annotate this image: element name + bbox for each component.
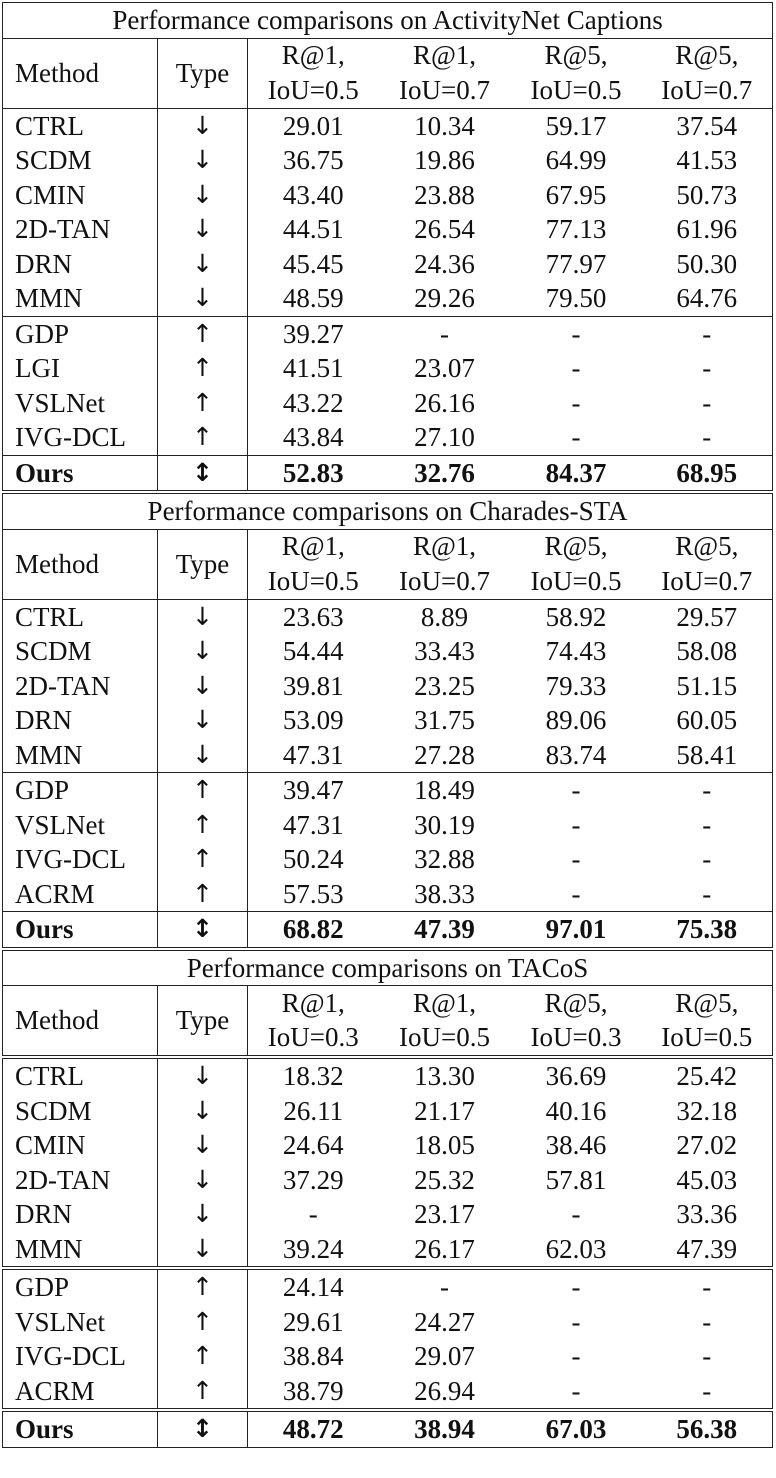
value-cell: 24.27 (414, 1306, 475, 1337)
value-cell: 44.51 (282, 214, 344, 244)
value-cell: 18.05 (414, 1130, 475, 1160)
value-cell: 77.97 (545, 248, 607, 279)
method-cell: 2D-TAN (3, 1163, 158, 1198)
table-row (3, 1374, 773, 1411)
value-cell: 23.07 (414, 353, 475, 383)
method-cell: IVG-DCL (3, 1339, 158, 1374)
value-cell: 18.32 (248, 1057, 379, 1094)
header-metric-line2: IoU=0.5 (511, 73, 642, 108)
method-cell: Ours (3, 455, 158, 492)
table-row (3, 1128, 773, 1163)
value-cell: 23.25 (414, 670, 475, 701)
method-cell: MMN (3, 738, 158, 773)
value-cell: - (571, 1375, 581, 1406)
value-cell: 26.17 (414, 1233, 475, 1264)
table-row (3, 669, 773, 704)
value-cell: - (511, 1268, 642, 1305)
value-cell: 89.06 (545, 705, 607, 735)
value-cell: - (642, 877, 773, 912)
value-cell: 40.16 (545, 1095, 607, 1126)
method-cell: MMN (3, 1232, 158, 1269)
value-cell: 38.84 (282, 1341, 344, 1371)
arrow-up-icon: ↑ (158, 1374, 248, 1411)
value-cell: 13.30 (379, 1057, 511, 1094)
header-type: Type (158, 38, 248, 108)
arrow-down-icon: ↓ (158, 1197, 248, 1232)
table-row (3, 877, 773, 912)
arrow-up-icon: ↑ (158, 351, 248, 386)
value-cell: 25.42 (642, 1057, 773, 1094)
section-caption-row (3, 3, 773, 39)
value-cell: 36.69 (511, 1057, 642, 1094)
header-metric-line1: R@1, (379, 38, 511, 73)
value-cell: 41.51 (282, 353, 344, 383)
method-cell: 2D-TAN (3, 212, 158, 247)
value-cell: 38.79 (282, 1375, 344, 1406)
ours-row (3, 1410, 773, 1447)
value-cell: 26.11 (283, 1095, 344, 1126)
header-metric-line1: R@5, (511, 986, 642, 1021)
header-metric-line2: IoU=0.5 (511, 564, 642, 599)
arrow-down-icon: ↓ (158, 1128, 248, 1163)
value-cell: 27.28 (414, 739, 475, 770)
value-cell: - (571, 844, 581, 874)
table-row (3, 703, 773, 738)
method-cell: CTRL (3, 599, 158, 634)
value-cell: - (379, 316, 511, 351)
value-cell: - (642, 773, 773, 808)
value-cell: 43.84 (282, 422, 344, 452)
value-cell: 33.43 (414, 636, 475, 666)
section-caption-row (3, 492, 773, 529)
value-cell: 21.17 (414, 1095, 475, 1126)
header-method: Method (3, 529, 158, 599)
value-cell: 39.81 (282, 670, 344, 701)
method-cell: VSLNet (3, 808, 158, 843)
value-cell: 57.53 (282, 878, 344, 909)
table-row (3, 351, 773, 386)
value-cell: - (308, 1199, 318, 1229)
arrow-up-icon: ↑ (158, 808, 248, 843)
table-row (3, 1163, 773, 1198)
value-cell: 32.88 (414, 844, 475, 874)
arrow-down-icon: ↓ (158, 703, 248, 738)
value-cell: 29.26 (414, 283, 475, 313)
value-cell: 48.59 (282, 283, 344, 313)
value-cell: - (642, 386, 773, 421)
value-cell: 39.47 (248, 773, 379, 808)
value-cell: 27.10 (414, 422, 475, 452)
value-cell: - (642, 1374, 773, 1411)
value-cell: 57.81 (545, 1164, 607, 1195)
header-row (3, 529, 773, 564)
value-cell: 38.46 (545, 1130, 607, 1160)
value-cell: 68.82 (248, 912, 379, 949)
header-method: Method (3, 38, 158, 108)
header-metric-line1: R@5, (642, 38, 773, 73)
value-cell: 54.44 (282, 636, 344, 666)
header-row (3, 38, 773, 73)
value-cell: 60.05 (642, 703, 773, 738)
value-cell: 27.02 (642, 1128, 773, 1163)
table-row (3, 1057, 773, 1094)
value-cell: 24.14 (248, 1268, 379, 1305)
value-cell: 23.17 (414, 1199, 475, 1229)
method-cell: LGI (3, 351, 158, 386)
method-cell: CMIN (3, 178, 158, 213)
value-cell: 48.72 (248, 1410, 379, 1447)
value-cell: 23.88 (414, 179, 475, 210)
value-cell: 31.75 (414, 705, 475, 735)
value-cell: 36.75 (282, 145, 344, 175)
value-cell: 19.86 (414, 145, 475, 175)
table-row (3, 108, 773, 143)
table-row (3, 808, 773, 843)
value-cell: 24.36 (414, 248, 475, 279)
value-cell: 33.36 (642, 1197, 773, 1232)
arrow-down-icon: ↓ (158, 247, 248, 282)
header-metric-line2: IoU=0.5 (642, 1021, 773, 1058)
method-cell: DRN (3, 703, 158, 738)
method-cell: IVG-DCL (3, 420, 158, 455)
arrow-up-icon: ↑ (158, 877, 248, 912)
value-cell: 41.53 (642, 143, 773, 178)
value-cell: 75.38 (642, 912, 773, 949)
arrow-up-icon: ↑ (158, 773, 248, 808)
header-row (3, 986, 773, 1021)
table-row (3, 1094, 773, 1129)
performance-table (2, 2, 773, 1448)
table-row (3, 634, 773, 669)
header-metric-line2: IoU=0.3 (511, 1021, 642, 1058)
value-cell: 68.95 (642, 455, 773, 492)
header-metric-line2: IoU=0.7 (379, 564, 511, 599)
table-row (3, 247, 773, 282)
arrow-up-icon: ↑ (158, 1268, 248, 1305)
section-caption: Performance comparisons on Charades-STA (3, 492, 773, 529)
value-cell: 45.03 (642, 1163, 773, 1198)
table-row (3, 1197, 773, 1232)
header-metric-line1: R@1, (248, 38, 379, 73)
method-cell: GDP (3, 316, 158, 351)
value-cell: 79.33 (545, 670, 607, 701)
value-cell: 50.30 (642, 247, 773, 282)
ours-row (3, 455, 773, 492)
header-metric-line1: R@1, (248, 529, 379, 564)
value-cell: 52.83 (248, 455, 379, 492)
header-metric-line1: R@1, (379, 986, 511, 1021)
arrow-down-icon: ↓ (158, 1057, 248, 1094)
value-cell: 37.54 (642, 108, 773, 143)
method-cell: ACRM (3, 1374, 158, 1411)
arrow-down-icon: ↓ (158, 108, 248, 143)
value-cell: 39.24 (282, 1233, 344, 1264)
value-cell: 32.18 (642, 1094, 773, 1129)
value-cell: 32.76 (379, 455, 511, 492)
arrow-down-icon: ↓ (158, 1232, 248, 1269)
value-cell: - (511, 316, 642, 351)
method-cell: GDP (3, 773, 158, 808)
section-caption: Performance comparisons on TACoS (3, 949, 773, 986)
value-cell: 23.63 (248, 599, 379, 634)
header-metric-line2: IoU=0.7 (642, 73, 773, 108)
arrow-updown-icon: ↕ (158, 455, 248, 492)
table-row (3, 1305, 773, 1340)
table-row (3, 599, 773, 634)
table-row (3, 1232, 773, 1269)
method-cell: DRN (3, 247, 158, 282)
value-cell: 47.39 (379, 912, 511, 949)
value-cell: 64.99 (545, 145, 607, 175)
value-cell: 58.92 (511, 599, 642, 634)
table-row (3, 773, 773, 808)
ours-row (3, 912, 773, 949)
arrow-up-icon: ↑ (158, 386, 248, 421)
method-cell: SCDM (3, 143, 158, 178)
table-row (3, 143, 773, 178)
table-row (3, 738, 773, 773)
value-cell: 38.33 (414, 878, 475, 909)
value-cell: - (642, 808, 773, 843)
method-cell: VSLNet (3, 1305, 158, 1340)
method-cell: SCDM (3, 634, 158, 669)
value-cell: 45.45 (282, 248, 344, 279)
value-cell: 18.49 (379, 773, 511, 808)
value-cell: 47.39 (642, 1232, 773, 1269)
arrow-up-icon: ↑ (158, 842, 248, 877)
method-cell: IVG-DCL (3, 842, 158, 877)
method-cell: CMIN (3, 1128, 158, 1163)
value-cell: 53.09 (282, 705, 344, 735)
arrow-down-icon: ↓ (158, 281, 248, 316)
value-cell: 29.61 (282, 1306, 344, 1337)
value-cell: 62.03 (545, 1233, 607, 1264)
value-cell: - (571, 353, 581, 383)
value-cell: - (571, 878, 581, 909)
value-cell: 77.13 (545, 214, 607, 244)
arrow-up-icon: ↑ (158, 316, 248, 351)
arrow-down-icon: ↓ (158, 738, 248, 773)
value-cell: - (571, 1306, 581, 1337)
value-cell: 67.95 (545, 179, 607, 210)
value-cell: 67.03 (511, 1410, 642, 1447)
value-cell: 74.43 (545, 636, 607, 666)
arrow-down-icon: ↓ (158, 178, 248, 213)
header-metric-line1: R@1, (248, 986, 379, 1021)
method-cell: MMN (3, 281, 158, 316)
table-row (3, 1268, 773, 1305)
header-type: Type (158, 529, 248, 599)
arrow-down-icon: ↓ (158, 634, 248, 669)
value-cell: - (379, 1268, 511, 1305)
header-method: Method (3, 986, 158, 1058)
value-cell: 58.08 (642, 634, 773, 669)
header-metric-line2: IoU=0.5 (248, 73, 379, 108)
value-cell: - (642, 1268, 773, 1305)
arrow-up-icon: ↑ (158, 420, 248, 455)
method-cell: CTRL (3, 108, 158, 143)
arrow-down-icon: ↓ (158, 143, 248, 178)
method-cell: Ours (3, 912, 158, 949)
arrow-down-icon: ↓ (158, 212, 248, 247)
header-metric-line2: IoU=0.3 (248, 1021, 379, 1058)
method-cell: CTRL (3, 1057, 158, 1094)
section-caption: Performance comparisons on ActivityNet Captions (3, 3, 773, 39)
value-cell: 43.22 (282, 387, 344, 418)
table-row (3, 420, 773, 455)
table-row (3, 842, 773, 877)
value-cell: - (642, 316, 773, 351)
header-metric-line2: IoU=0.7 (379, 73, 511, 108)
value-cell: 26.16 (414, 387, 475, 418)
value-cell: 26.54 (414, 214, 475, 244)
value-cell: 79.50 (545, 283, 607, 313)
value-cell: 47.31 (282, 739, 344, 770)
arrow-down-icon: ↓ (158, 599, 248, 634)
value-cell: 24.64 (282, 1130, 344, 1160)
arrow-updown-icon: ↕ (158, 912, 248, 949)
header-metric-line1: R@5, (642, 529, 773, 564)
arrow-down-icon: ↓ (158, 1094, 248, 1129)
value-cell: 8.89 (379, 599, 511, 634)
value-cell: 29.01 (248, 108, 379, 143)
header-metric-line1: R@5, (511, 38, 642, 73)
value-cell: - (571, 809, 581, 840)
header-metric-line2: IoU=0.5 (379, 1021, 511, 1058)
value-cell: - (642, 420, 773, 455)
value-cell: 38.94 (379, 1410, 511, 1447)
header-metric-line1: R@5, (511, 529, 642, 564)
value-cell: - (511, 773, 642, 808)
method-cell: 2D-TAN (3, 669, 158, 704)
value-cell: - (571, 1199, 581, 1229)
value-cell: - (571, 387, 581, 418)
results-table-container (2, 2, 772, 1448)
value-cell: 10.34 (379, 108, 511, 143)
arrow-down-icon: ↓ (158, 669, 248, 704)
value-cell: 37.29 (282, 1164, 344, 1195)
value-cell: 61.96 (642, 212, 773, 247)
value-cell: - (642, 1305, 773, 1340)
value-cell: - (571, 422, 581, 452)
table-row (3, 1339, 773, 1374)
arrow-up-icon: ↑ (158, 1339, 248, 1374)
table-row (3, 281, 773, 316)
value-cell: 47.31 (282, 809, 344, 840)
arrow-up-icon: ↑ (158, 1305, 248, 1340)
arrow-down-icon: ↓ (158, 1163, 248, 1198)
value-cell: 25.32 (414, 1164, 475, 1195)
method-cell: VSLNet (3, 386, 158, 421)
value-cell: 29.07 (414, 1341, 475, 1371)
table-row (3, 316, 773, 351)
value-cell: - (642, 1339, 773, 1374)
header-metric-line1: R@5, (642, 986, 773, 1021)
method-cell: ACRM (3, 877, 158, 912)
method-cell: GDP (3, 1268, 158, 1305)
value-cell: 50.73 (642, 178, 773, 213)
value-cell: 56.38 (642, 1410, 773, 1447)
method-cell: DRN (3, 1197, 158, 1232)
value-cell: 59.17 (511, 108, 642, 143)
value-cell: 39.27 (248, 316, 379, 351)
value-cell: 83.74 (545, 739, 607, 770)
header-metric-line2: IoU=0.7 (642, 564, 773, 599)
table-row (3, 212, 773, 247)
value-cell: 50.24 (282, 844, 344, 874)
value-cell: 64.76 (642, 281, 773, 316)
value-cell: 58.41 (642, 738, 773, 773)
value-cell: 29.57 (642, 599, 773, 634)
header-metric-line1: R@1, (379, 529, 511, 564)
value-cell: 26.94 (414, 1375, 475, 1406)
value-cell: 97.01 (511, 912, 642, 949)
value-cell: - (642, 351, 773, 386)
value-cell: 43.40 (282, 179, 344, 210)
header-metric-line2: IoU=0.5 (248, 564, 379, 599)
table-row (3, 386, 773, 421)
table-row (3, 178, 773, 213)
value-cell: - (571, 1341, 581, 1371)
value-cell: 30.19 (414, 809, 475, 840)
value-cell: 84.37 (511, 455, 642, 492)
method-cell: Ours (3, 1410, 158, 1447)
table-body (3, 3, 773, 1448)
header-type: Type (158, 986, 248, 1058)
value-cell: - (642, 842, 773, 877)
section-caption-row (3, 949, 773, 986)
value-cell: 51.15 (642, 669, 773, 704)
method-cell: SCDM (3, 1094, 158, 1129)
arrow-updown-icon: ↕ (158, 1410, 248, 1447)
